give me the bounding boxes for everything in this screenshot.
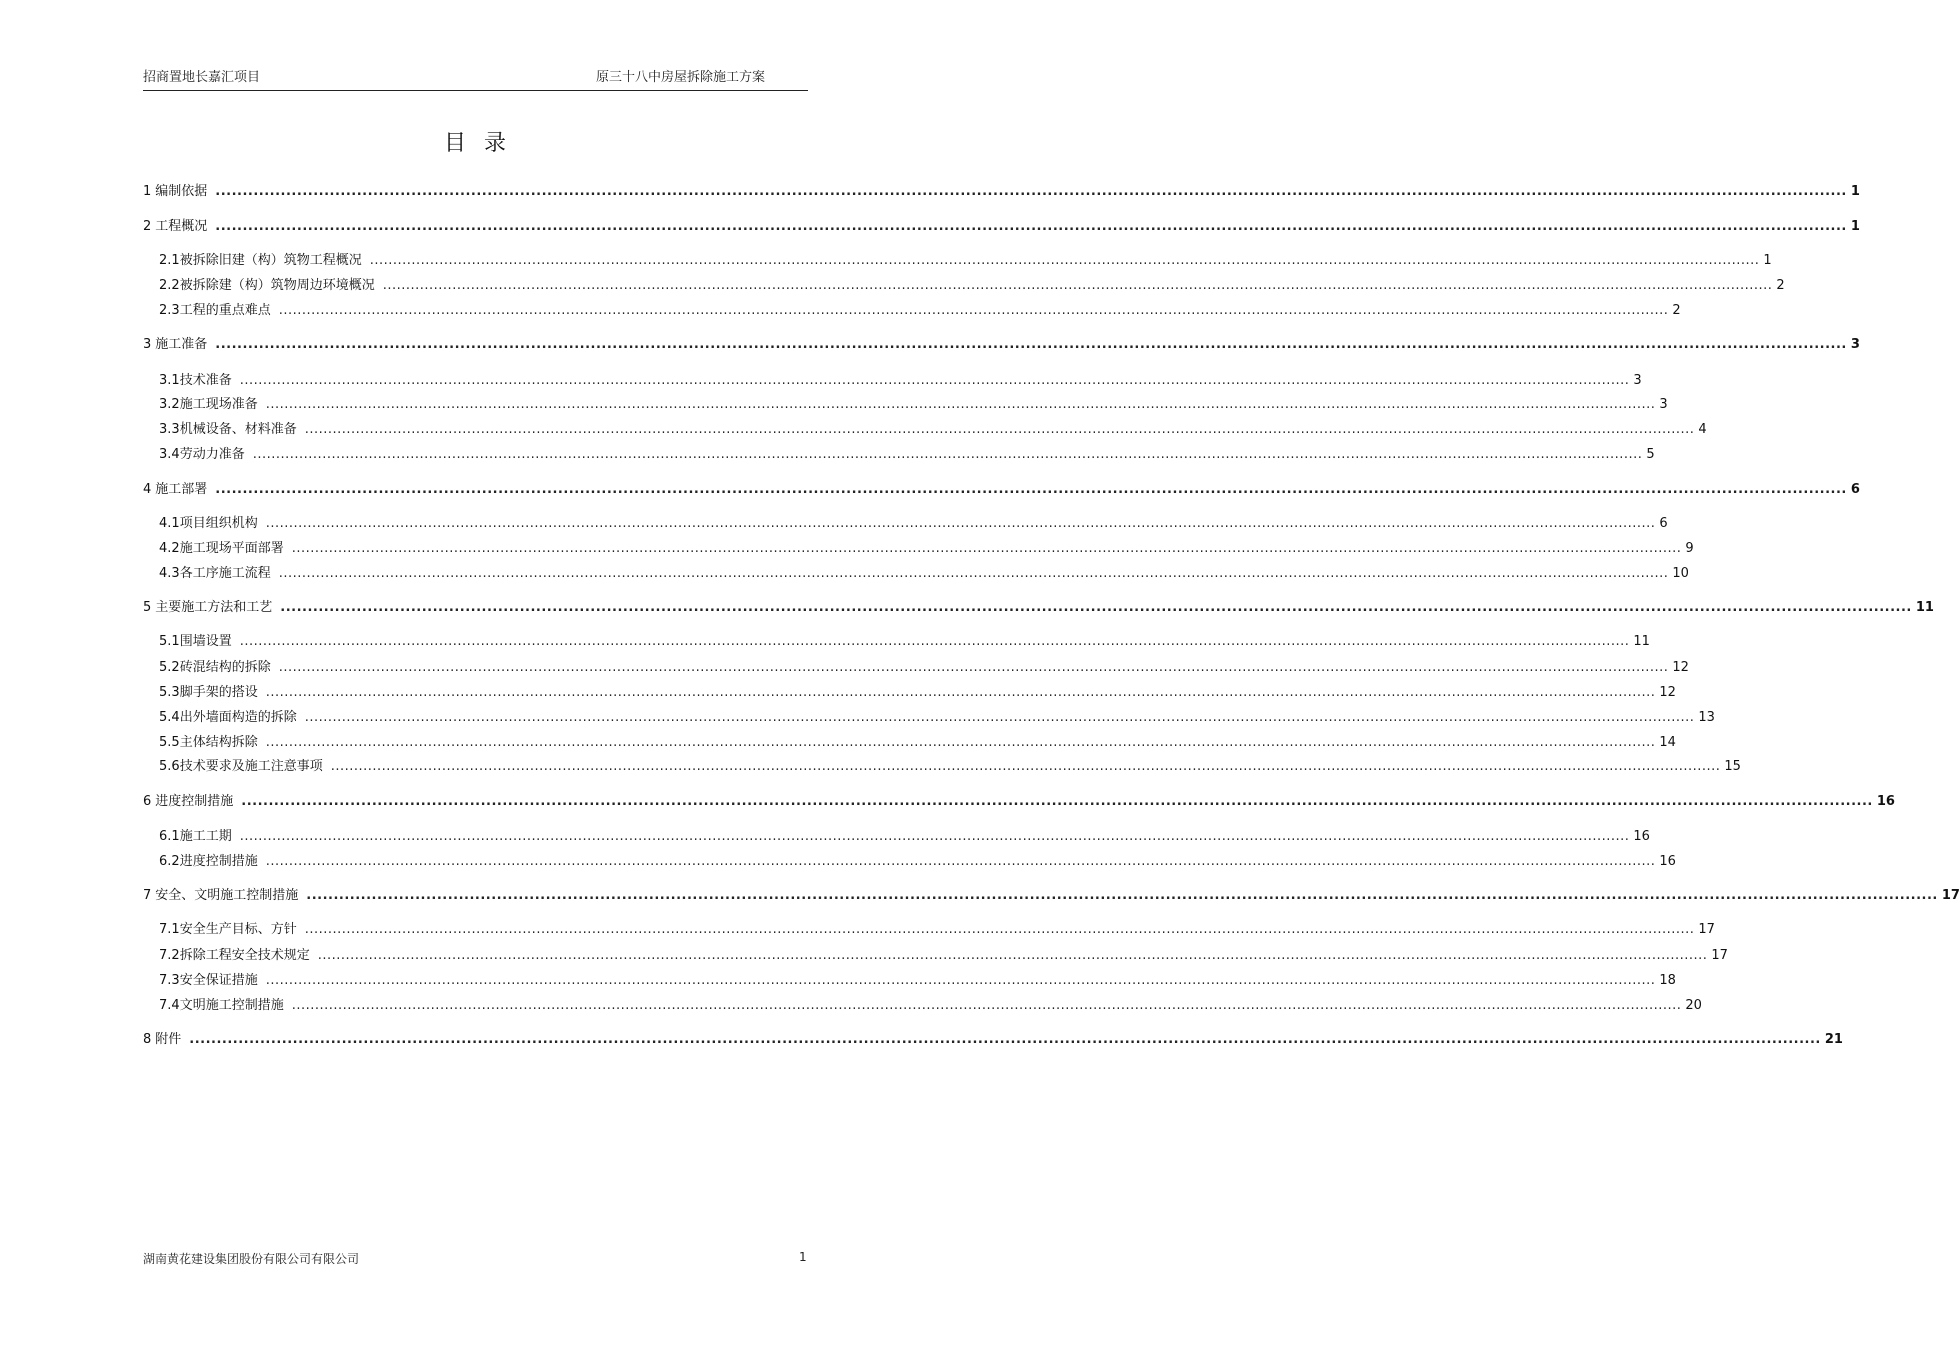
toc-entry-number: 4.3: [159, 566, 180, 581]
toc-entry-number: 7.1: [159, 922, 180, 937]
toc-entry-page: 6: [1850, 482, 1860, 497]
toc-leader-dots: ............................................................................................................................................................................................................................................................................................................: [265, 973, 1656, 988]
toc-entry-number: 5.1: [159, 634, 180, 649]
toc-entry-number: 2: [143, 219, 152, 234]
toc-entry-number: 5.4: [159, 710, 180, 725]
toc-entry-label: 砖混结构的拆除: [179, 660, 271, 675]
toc-entry-number: 3: [143, 337, 152, 352]
toc-entry-page: 1: [1850, 219, 1860, 234]
toc-leader-dots: ............................................................................................................................................................................................................................................................................................................: [265, 735, 1656, 750]
toc-entry-number: 5.2: [159, 660, 180, 675]
toc-leader-dots: ............................................................................................................................................................................................................................................................................................................: [239, 373, 1630, 388]
header-project-name: 招商置地长嘉汇项目: [143, 70, 261, 85]
toc-entry-number: 3.4: [159, 447, 180, 462]
toc-entry-label: 文明施工控制措施: [179, 998, 284, 1013]
toc-entry-label: 被拆除旧建（构）筑物工程概况: [179, 253, 362, 268]
toc-entry-label: 围墙设置: [179, 634, 232, 649]
toc-leader-dots: ............................................................................................................................................................................................................................................................................................................: [215, 219, 1847, 234]
toc-entry-page: 5: [1646, 447, 1655, 462]
toc-entry-number: 4: [143, 482, 152, 497]
toc-entry-page: 10: [1672, 566, 1689, 581]
toc-leader-dots: ............................................................................................................................................................................................................................................................................................................: [278, 566, 1669, 581]
toc-entry-page: 1: [1850, 184, 1860, 199]
toc-leader-dots: ............................................................................................................................................................................................................................................................................................................: [239, 829, 1630, 844]
toc-entry-page: 13: [1698, 710, 1715, 725]
toc-leader-dots: ............................................................................................................................................................................................................................................................................................................: [304, 710, 1695, 725]
toc-entry-page: 3: [1850, 337, 1860, 352]
toc-entry-page: 12: [1659, 685, 1676, 700]
toc-leader-dots: ............................................................................................................................................................................................................................................................................................................: [304, 422, 1695, 437]
toc-leader-dots: ............................................................................................................................................................................................................................................................................................................: [291, 541, 1682, 556]
toc-entry-page: 20: [1685, 998, 1702, 1013]
toc-leader-dots: ............................................................................................................................................................................................................................................................................................................: [239, 634, 1630, 649]
toc-leader-dots: ............................................................................................................................................................................................................................................................................................................: [278, 660, 1669, 675]
toc-entry-number: 4.2: [159, 541, 180, 556]
toc-entry[interactable]: [159, 755, 1741, 774]
toc-leader-dots: ............................................................................................................................................................................................................................................................................................................: [215, 482, 1847, 497]
toc-entry-label: 施工部署: [155, 482, 208, 497]
toc-leader-dots: ............................................................................................................................................................................................................................................................................................................: [265, 516, 1656, 531]
toc-entry-label: 施工现场准备: [179, 397, 258, 412]
toc-entry-label: 技术要求及施工注意事项: [179, 759, 323, 774]
toc-entry-page: 15: [1724, 759, 1741, 774]
toc-entry-label: 机械设备、材料准备: [179, 422, 297, 437]
toc-entry-label: 工程的重点难点: [179, 303, 271, 318]
toc-entry-page: 4: [1698, 422, 1707, 437]
toc-entry-page: 21: [1824, 1032, 1843, 1047]
toc-entry-number: 6.2: [159, 854, 180, 869]
toc-leader-dots: ............................................................................................................................................................................................................................................................................................................: [306, 888, 1938, 903]
toc-entry-label: 劳动力准备: [179, 447, 245, 462]
toc-entry-number: 5: [143, 600, 152, 615]
toc-entry-page: 16: [1633, 829, 1650, 844]
toc-entry[interactable]: [143, 180, 1860, 199]
toc-entry[interactable]: [159, 369, 1642, 388]
toc-leader-dots: ............................................................................................................................................................................................................................................................................................................: [317, 948, 1708, 963]
toc-leader-dots: ............................................................................................................................................................................................................................................................................................................: [252, 447, 1643, 462]
toc-entry-page: 2: [1776, 278, 1785, 293]
toc-entry-label: 施工工期: [179, 829, 232, 844]
toc-entry-label: 施工现场平面部署: [179, 541, 284, 556]
toc-entry-label: 安全、文明施工控制措施: [155, 888, 299, 903]
toc-entry[interactable]: [159, 681, 1676, 700]
toc-entry-page: 16: [1659, 854, 1676, 869]
toc-entry[interactable]: [143, 596, 1934, 615]
toc-entry-number: 6.1: [159, 829, 180, 844]
toc-entry-label: 技术准备: [179, 373, 232, 388]
toc-entry-page: 14: [1659, 735, 1676, 750]
toc-entry-number: 7: [143, 888, 152, 903]
toc-entry-number: 4.1: [159, 516, 180, 531]
toc-entry-label: 安全保证措施: [179, 973, 258, 988]
toc-entry-number: 5.5: [159, 735, 180, 750]
toc-entry-number: 1: [143, 184, 152, 199]
toc-entry-label: 主体结构拆除: [179, 735, 258, 750]
toc-entry-number: 5.6: [159, 759, 180, 774]
toc-leader-dots: ............................................................................................................................................................................................................................................................................................................: [241, 794, 1873, 809]
toc-entry-page: 6: [1659, 516, 1668, 531]
toc-leader-dots: ............................................................................................................................................................................................................................................................................................................: [189, 1032, 1821, 1047]
toc-leader-dots: ............................................................................................................................................................................................................................................................................................................: [265, 397, 1656, 412]
toc-entry-page: 11: [1915, 600, 1934, 615]
toc-entry-label: 进度控制措施: [155, 794, 234, 809]
header-document-title: 原三十八中房屋拆除施工方案: [596, 70, 766, 85]
toc-entry[interactable]: [143, 478, 1860, 497]
toc-entry[interactable]: [159, 944, 1728, 963]
toc-entry-number: 7.3: [159, 973, 180, 988]
footer-company: 湖南黄花建设集团股份有限公司有限公司: [143, 1252, 360, 1266]
toc-entry[interactable]: [159, 274, 1785, 293]
toc-entry-label: 项目组织机构: [179, 516, 258, 531]
toc-entry-number: 2.1: [159, 253, 180, 268]
toc-entry-label: 编制依据: [155, 184, 208, 199]
toc-entry-number: 6: [143, 794, 152, 809]
toc-entry-page: 11: [1633, 634, 1650, 649]
toc-entry-page: 18: [1659, 973, 1676, 988]
toc-entry-page: 16: [1876, 794, 1895, 809]
toc-entry[interactable]: [143, 790, 1895, 809]
header-divider: [143, 90, 808, 91]
toc-entry-number: 5.3: [159, 685, 180, 700]
footer-page-number: 1: [799, 1250, 807, 1264]
toc-entry[interactable]: [159, 706, 1715, 725]
toc-entry-page: 1: [1763, 253, 1772, 268]
toc-entry[interactable]: [159, 443, 1655, 462]
toc-entry-number: 3.3: [159, 422, 180, 437]
toc-entry-page: 3: [1633, 373, 1642, 388]
toc-entry-label: 安全生产目标、方针: [179, 922, 297, 937]
toc-entry[interactable]: [143, 884, 1960, 903]
toc-entry[interactable]: [159, 825, 1650, 844]
toc-entry-label: 主要施工方法和工艺: [155, 600, 273, 615]
toc-entry-number: 7.4: [159, 998, 180, 1013]
toc-entry-page: 17: [1941, 888, 1960, 903]
toc-entry-label: 进度控制措施: [179, 854, 258, 869]
toc-entry-number: 8: [143, 1032, 152, 1047]
toc-entry[interactable]: [159, 512, 1668, 531]
toc-entry-label: 脚手架的搭设: [179, 685, 258, 700]
toc-leader-dots: ............................................................................................................................................................................................................................................................................................................: [382, 278, 1773, 293]
toc-entry[interactable]: [159, 537, 1694, 556]
toc-entry[interactable]: [159, 418, 1707, 437]
toc-entry[interactable]: [159, 731, 1676, 750]
toc-entry-label: 施工准备: [155, 337, 208, 352]
toc-leader-dots: ............................................................................................................................................................................................................................................................................................................: [215, 337, 1847, 352]
toc-entry-page: 9: [1685, 541, 1694, 556]
toc-entry-page: 2: [1672, 303, 1681, 318]
toc-entry[interactable]: [159, 393, 1668, 412]
toc-entry-label: 出外墙面构造的拆除: [179, 710, 297, 725]
toc-entry-number: 2.3: [159, 303, 180, 318]
toc-leader-dots: ............................................................................................................................................................................................................................................................................................................: [280, 600, 1912, 615]
toc-entry-label: 附件: [155, 1032, 182, 1047]
toc-entry[interactable]: [159, 850, 1676, 869]
toc-entry-page: 17: [1698, 922, 1715, 937]
toc-entry-number: 3.2: [159, 397, 180, 412]
toc-leader-dots: ............................................................................................................................................................................................................................................................................................................: [369, 253, 1760, 268]
toc-entry[interactable]: [143, 215, 1860, 234]
toc-entry[interactable]: [159, 969, 1676, 988]
toc-entry[interactable]: [143, 1028, 1843, 1047]
toc-entry-number: 7.2: [159, 948, 180, 963]
toc-leader-dots: ............................................................................................................................................................................................................................................................................................................: [330, 759, 1721, 774]
toc-entry-page: 12: [1672, 660, 1689, 675]
toc-entry-page: 3: [1659, 397, 1668, 412]
toc-entry[interactable]: [159, 562, 1689, 581]
toc-leader-dots: ............................................................................................................................................................................................................................................................................................................: [304, 922, 1695, 937]
toc-entry-page: 17: [1711, 948, 1728, 963]
toc-leader-dots: ............................................................................................................................................................................................................................................................................................................: [291, 998, 1682, 1013]
toc-leader-dots: ............................................................................................................................................................................................................................................................................................................: [265, 854, 1656, 869]
toc-entry[interactable]: [159, 656, 1689, 675]
toc-entry-label: 被拆除建（构）筑物周边环境概况: [179, 278, 375, 293]
toc-entry-label: 工程概况: [155, 219, 208, 234]
toc-entry-number: 2.2: [159, 278, 180, 293]
toc-entry-label: 拆除工程安全技术规定: [179, 948, 310, 963]
toc-entry[interactable]: [159, 299, 1681, 318]
toc-entry[interactable]: [159, 918, 1715, 937]
toc-entry[interactable]: [159, 994, 1702, 1013]
toc-entry-label: 各工序施工流程: [179, 566, 271, 581]
toc-entry[interactable]: [143, 333, 1860, 352]
toc-leader-dots: ............................................................................................................................................................................................................................................................................................................: [265, 685, 1656, 700]
toc-leader-dots: ............................................................................................................................................................................................................................................................................................................: [215, 184, 1847, 199]
toc-entry-number: 3.1: [159, 373, 180, 388]
toc-leader-dots: ............................................................................................................................................................................................................................................................................................................: [278, 303, 1669, 318]
toc-entry[interactable]: [159, 249, 1772, 268]
toc-entry[interactable]: [159, 630, 1650, 649]
toc-title: 目录: [443, 131, 524, 156]
